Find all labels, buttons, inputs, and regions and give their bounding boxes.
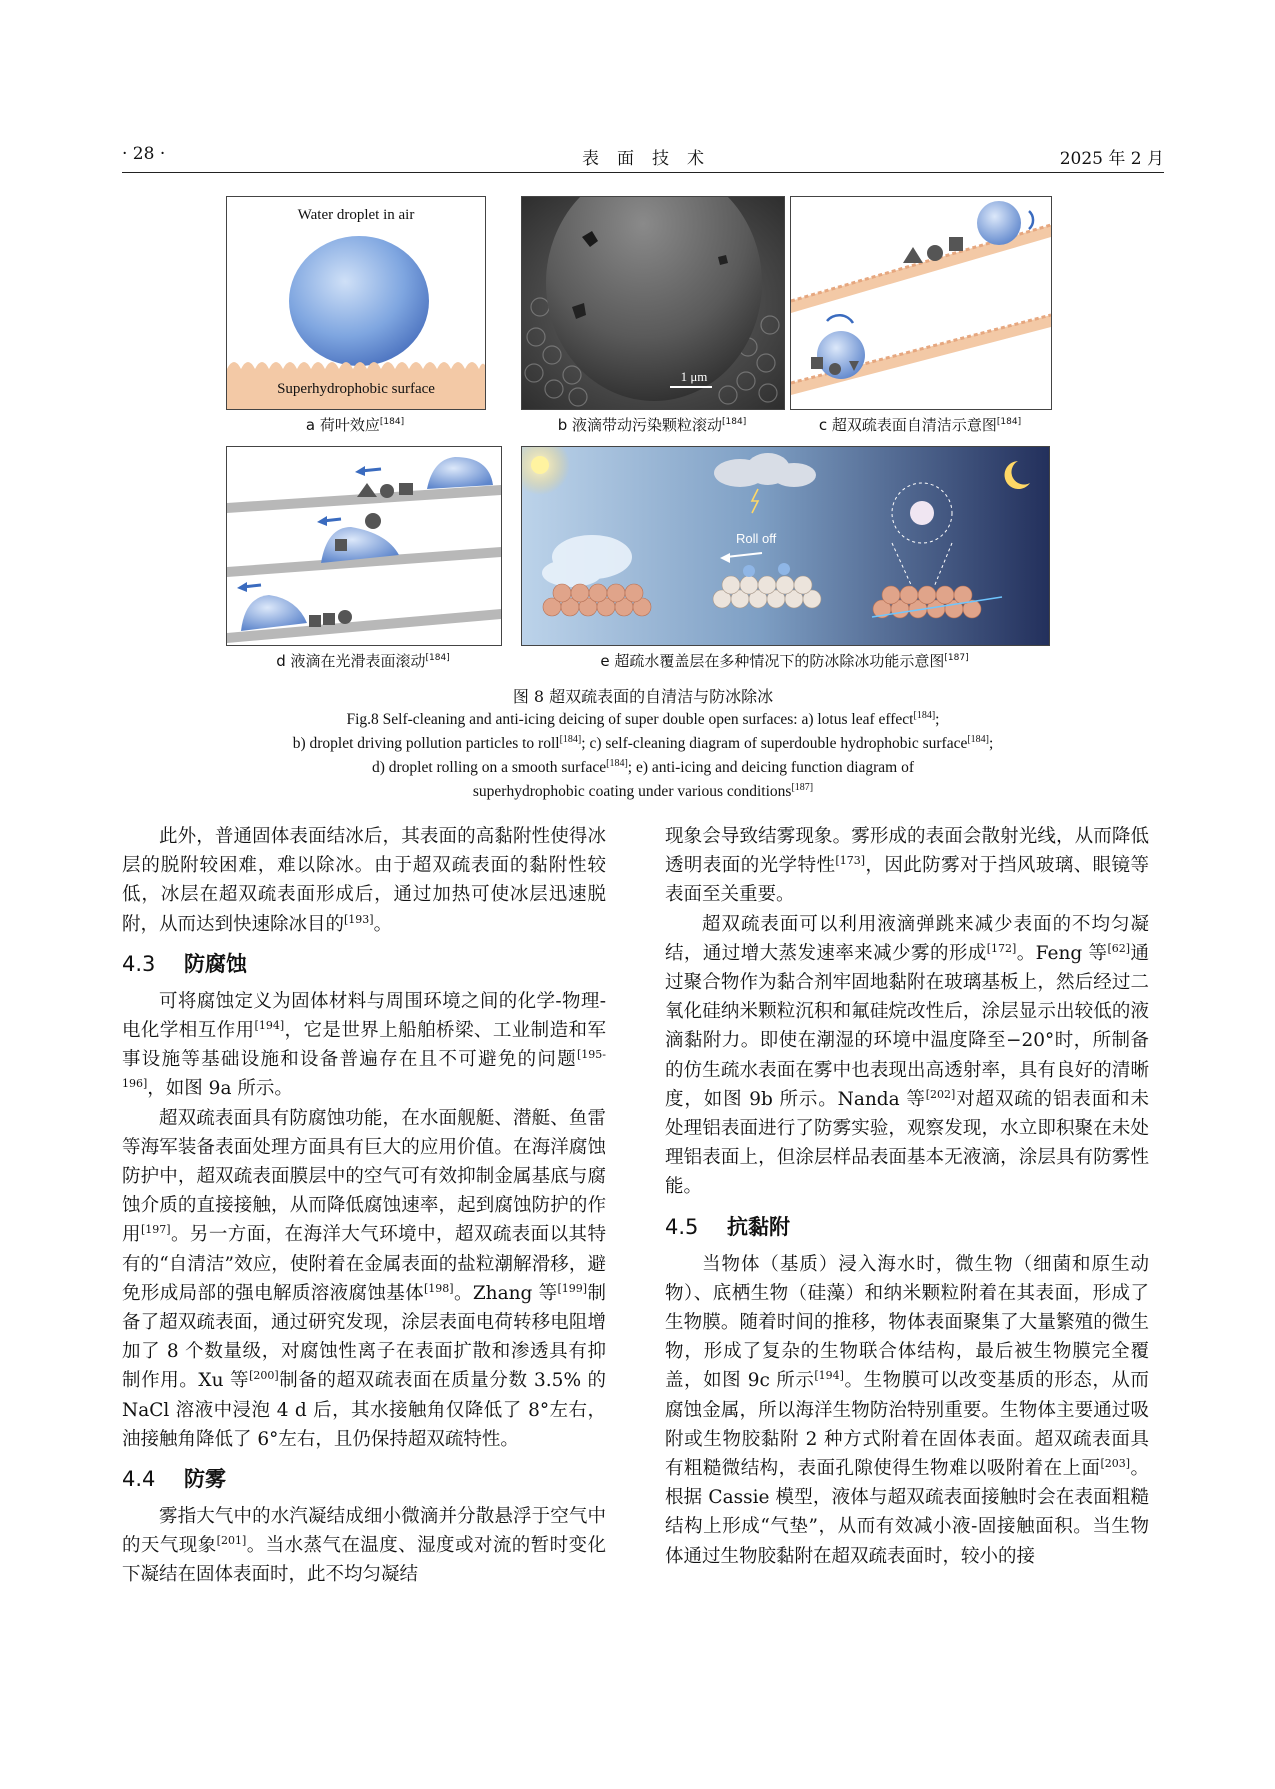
paragraph: 超双疏表面具有防腐蚀功能，在水面舰艇、潜艇、鱼雷等海军装备表面处理方面具有巨大的应用价值。在海洋腐蚀防护中，超双疏表面膜层中的空气可有效抑制金属基底与腐蚀介质的直接接触，从而降低腐蚀速率，起到腐蚀防护的作用[197]。另一方面，在海洋大气环境中，超双疏表面以其特有的“自清洁”效应，使附着在金属表面的盐粒潮解滑移，避免形成局部的强电解质溶液腐蚀基体[198]。Zhang 等[199]制备了超双疏表面，通过研究发现，涂层表面电荷转移电阻增加了 8 个数量级，对腐蚀性离子在表面扩散和渗透具有抑制作用。Xu 等[200]制备的超双疏表面在质量分数 3.5% 的 NaCl 溶液中浸泡 4 d 后，其水接触角仅降低了 8°左右，油接触角降低了 6°左右，且仍保持超双疏特性。 [122,1107,606,1450]
section-heading-4-3: 4.3 防腐蚀 [122,951,247,976]
figure-panel-b [521,196,785,410]
journal-name: 表面技术 [582,149,722,169]
figure-panel-a [226,196,486,410]
caption-d: d 液滴在光滑表面滚动[184] [276,652,450,670]
paragraph: 此外，普通固体表面结冰后，其表面的高黏附性使得冰层的脱附较困难，难以除冰。由于超双疏表面的黏附性较低，冰层在超双疏表面形成后，通过加热可使冰层迅速脱附，从而达到快速除冰目的[193]。 [122,826,606,935]
figure-panel-d [226,446,502,646]
scale-bar-label: 1 μm [680,369,708,384]
section-heading-4-4: 4.4 防雾 [122,1467,226,1492]
sem-droplet-image [522,197,784,409]
page-number: · 28 · [122,144,166,164]
lotus-effect-illustration [227,197,485,409]
running-header [122,140,1164,170]
caption-c: c 超双疏表面自清洁示意图[184] [818,416,1022,434]
section-heading-4-5: 4.5 抗黏附 [665,1214,790,1239]
right-column [665,822,1149,1571]
caption-a: a 荷叶效应[184] [305,416,405,434]
paragraph: 当物体（基质）浸入海水时，微生物（细菌和原生动物）、底栖生物（硅藻）和纳米颗粒附着在其表面，形成了生物膜。随着时间的推移，物体表面聚集了大量繁殖的微生物，形成了复杂的生物联合体结构，最后被生物膜完全覆盖，如图 9c 所示[194]。生物膜可以改变基质的形态，从而腐蚀金属，所以海洋生物防治特别重要。生物体主要通过吸附或生物胶黏附 2 种方式附着在固体表面。超双疏表面具有粗糙微结构，表面孔隙使得生物难以吸附着在上面[203]。根据 Cassie 模型，液体与超双疏表面接触时会在表面粗糙结构上形成“气垫”，从而有效减小液-固接触面积。当生物体通过生物胶黏附在超双疏表面时，较小的接 [665,1253,1149,1567]
figure-panel-e [521,446,1050,646]
roll-off-label: Roll off [736,531,777,546]
figure-title: 图 8 超双疏表面的自清洁与防冰除冰 [512,687,774,706]
header-rule [122,172,1164,173]
paragraph: 现象会导致结雾现象。雾形成的表面会散射光线，从而降低透明表面的光学特性[173]，因此防雾对于挡风玻璃、眼镜等表面至关重要。 [665,826,1149,906]
paragraph: 雾指大气中的水汽凝结成细小微滴并分散悬浮于空气中的天气现象[201]。当水蒸气在温度、湿度或对流的暂时变化下凝结在固体表面时，此不均匀凝结 [122,1506,606,1586]
self-cleaning-diagram [791,197,1051,409]
water-droplet [289,236,429,366]
smooth-surface-rolling-diagram [227,447,501,645]
caption-e: e 超疏水覆盖层在多种情况下的防冰除冰功能示意图[187] [600,652,969,670]
issue-date: 2025 年 2 月 [1059,149,1164,169]
paragraph: 可将腐蚀定义为固体材料与周围环境之间的化学-物理-电化学相互作用[194]，它是世界上船舶桥梁、工业制造和军事设施等基础设施和设备普遍存在且不可避免的问题[195-196]，如图 9a 所示。 [122,990,606,1100]
caption-b: b 液滴带动污染颗粒滚动[184] [557,416,747,434]
panel-a-top-label: Water droplet in air [297,207,415,223]
figure-panel-c [790,196,1052,410]
figure-caption-english: Fig.8 Self-cleaning and anti-icing deicing of super double open surfaces: a) lotus leaf effect[184]; b) droplet driving pollution particles to roll[184]; c) self-cleaning diagram of superdouble hydrophobic surface[184]; d) droplet rolling on a smooth surface[184]; e) anti-icing and deicing function diagram of superhydrophobic coating under various conditions[187] [292,710,994,801]
panel-a-surface-label: Superhydrophobic surface [277,381,435,397]
anti-icing-diagram [522,447,1049,645]
paragraph: 超双疏表面可以利用液滴弹跳来减少表面的不均匀凝结，通过增大蒸发速率来减少雾的形成[172]。Feng 等[62]通过聚合物作为黏合剂牢固地黏附在玻璃基板上，然后经过二氧化硅纳米颗粒沉积和氟硅烷改性后，涂层显示出较低的液滴黏附力。即使在潮湿的环境中温度降至−20°时，所制备的仿生疏水表面在雾中也表现出高透射率，具有良好的清晰度，如图 9b 所示。Nanda 等[202]对超双疏的铝表面和未处理铝表面进行了防雾实验，观察发现，水立即积聚在未处理铝表面上，但涂层样品表面基本无液滴，涂层具有防雾性能。 [665,913,1149,1198]
left-column [122,822,606,1590]
